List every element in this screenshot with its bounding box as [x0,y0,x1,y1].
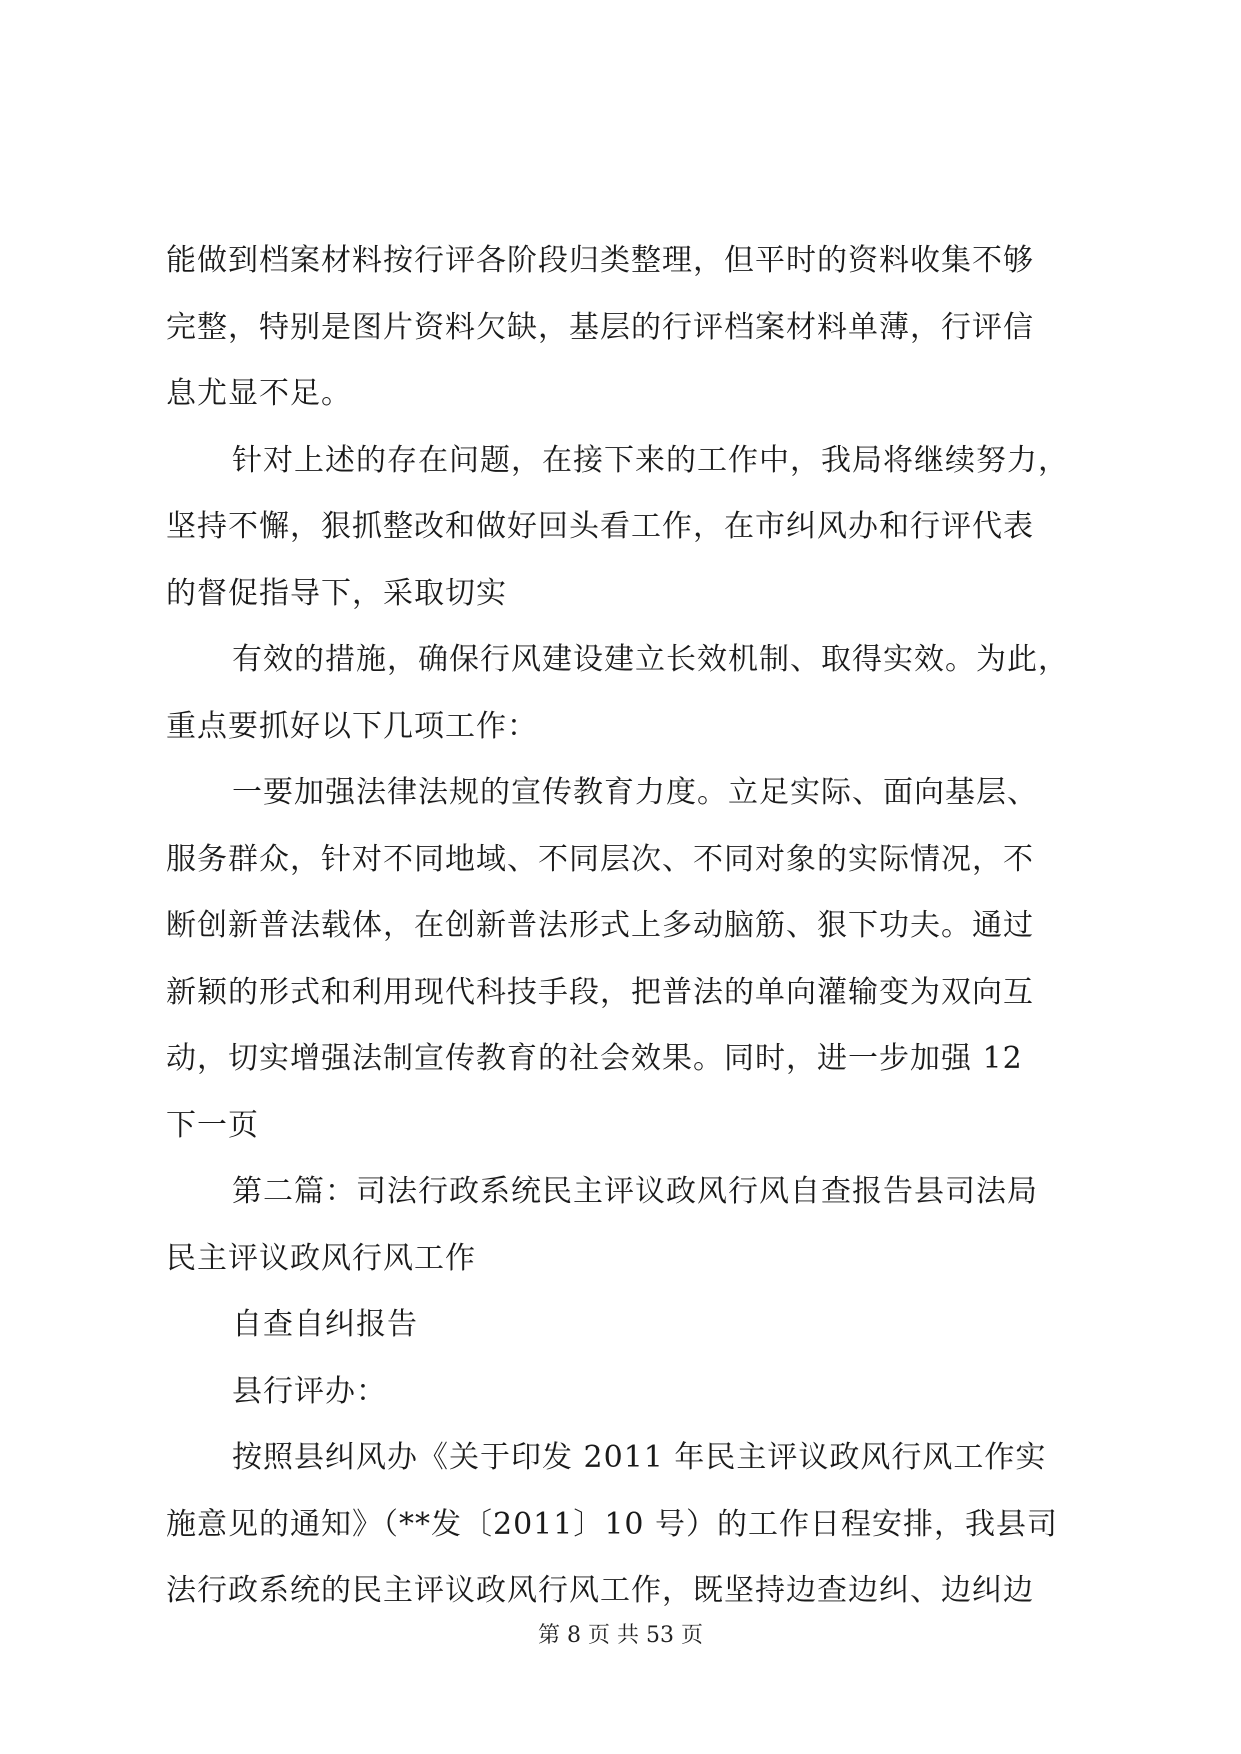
text-line: 新颖的形式和利用现代科技手段，把普法的单向灌输变为双向互 [166,974,1034,1010]
text-line: 断创新普法载体，在创新普法形式上多动脑筋、狠下功夫。通过 [166,908,1034,943]
text-line: 民主评议政风行风工作 [166,1240,476,1276]
text-line: 服务群众，针对不同地域、不同层次、不同对象的实际情况，不 [166,841,1034,877]
text-line: 一要加强法律法规的宣传教育力度。立足实际、面向基层、 [232,775,1038,810]
text-line: 县行评办： [232,1373,387,1409]
text-line: 能做到档案材料按行评各阶段归类整理，但平时的资料收集不够 [166,243,1034,278]
text-line: 施意见的通知》（**发〔2011〕10 号）的工作日程安排，我县司 [166,1506,1059,1542]
text-line: 重点要抓好以下几项工作： [166,708,538,744]
text-line: 有效的措施，确保行风建设建立长效机制、取得实效。为此， [232,642,1069,677]
text-line: 第二篇：司法行政系统民主评议政风行风自查报告县司法局 [232,1174,1038,1209]
document-body [166,228,1086,1625]
text-line: 自查自纠报告 [232,1307,418,1342]
text-line: 法行政系统的民主评议政风行风工作，既坚持边查边纠、边纠边 [166,1573,1034,1608]
page-footer: 第 8 页 共 53 页 [538,1623,703,1648]
text-line: 下一页 [166,1107,259,1143]
text-line: 完整，特别是图片资料欠缺，基层的行评档案材料单薄，行评信 [166,309,1034,345]
text-line: 针对上述的存在问题，在接下来的工作中，我局将继续努力， [232,442,1069,478]
text-line: 按照县纠风办《关于印发 2011 年民主评议政风行风工作实 [232,1440,1047,1475]
text-line: 动，切实增强法制宣传教育的社会效果。同时，进一步加强 12 [166,1041,1023,1076]
text-line: 的督促指导下，采取切实 [166,575,507,611]
text-line: 坚持不懈，狠抓整改和做好回头看工作，在市纠风办和行评代表 [166,509,1034,544]
text-line: 息尤显不足。 [166,376,352,411]
